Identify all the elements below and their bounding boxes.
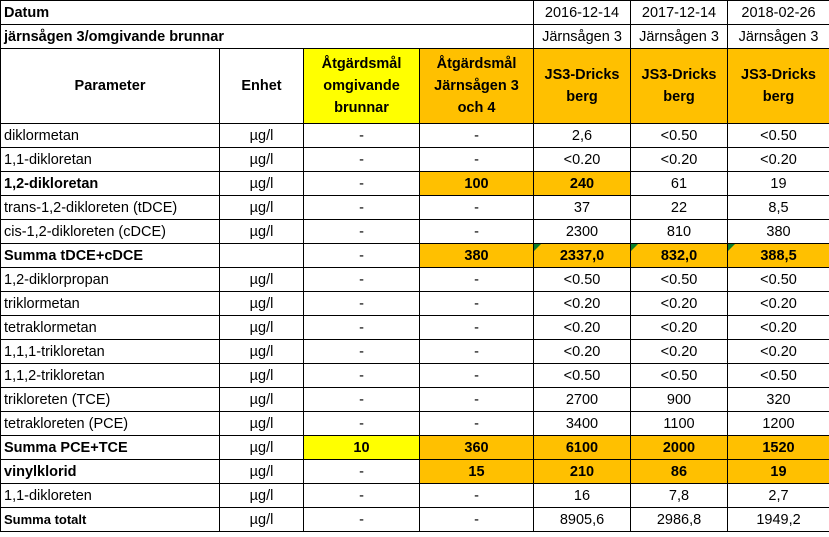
- value-cell-date-1[interactable]: <0.50: [534, 364, 631, 388]
- parameter-cell[interactable]: 1,1,1-trikloretan: [1, 340, 220, 364]
- value-cell-date-3[interactable]: <0.20: [728, 316, 829, 340]
- parameter-cell[interactable]: cis-1,2-dikloreten (cDCE): [1, 220, 220, 244]
- parameter-cell[interactable]: 1,1-dikloreten: [1, 484, 220, 508]
- parameter-cell[interactable]: trans-1,2-dikloreten (tDCE): [1, 196, 220, 220]
- goal-site-cell[interactable]: 100: [420, 172, 534, 196]
- goal-site-cell[interactable]: 360: [420, 436, 534, 460]
- unit-cell[interactable]: [220, 244, 304, 268]
- unit-cell[interactable]: µg/l: [220, 220, 304, 244]
- goal-site-cell[interactable]: -: [420, 292, 534, 316]
- parameter-cell[interactable]: Summa tDCE+cDCE: [1, 244, 220, 268]
- value-cell-date-3[interactable]: 388,5: [728, 244, 829, 268]
- table-row: [1, 316, 829, 340]
- goal-site-cell[interactable]: -: [420, 388, 534, 412]
- goal-surrounding-cell[interactable]: -: [304, 292, 420, 316]
- value-cell-date-3[interactable]: 380: [728, 220, 829, 244]
- site-name-3[interactable]: Järnsågen 3: [728, 25, 829, 49]
- table-row: [1, 268, 829, 292]
- goal-surrounding-cell[interactable]: -: [304, 244, 420, 268]
- value-cell-date-2[interactable]: <0.50: [631, 268, 728, 292]
- date-1[interactable]: 2016-12-14: [534, 1, 631, 25]
- table-row: [1, 220, 829, 244]
- goal-site-cell[interactable]: -: [420, 148, 534, 172]
- sample-header-3[interactable]: [728, 49, 829, 124]
- goal-surrounding-cell[interactable]: -: [304, 316, 420, 340]
- value-cell-date-1[interactable]: 3400: [534, 412, 631, 436]
- unit-cell[interactable]: µg/l: [220, 148, 304, 172]
- unit-cell[interactable]: µg/l: [220, 484, 304, 508]
- unit-header[interactable]: Enhet: [220, 49, 304, 124]
- goal-site-line1: Åtgärdsmål: [436, 56, 517, 72]
- goal-surrounding-cell[interactable]: -: [304, 460, 420, 484]
- site-row: [1, 25, 829, 49]
- table-row: [1, 148, 829, 172]
- value-cell-date-3[interactable]: <0.50: [728, 124, 829, 148]
- goal-site-cell[interactable]: -: [420, 508, 534, 532]
- parameter-cell[interactable]: tetrakloreten (PCE): [1, 412, 220, 436]
- parameter-cell[interactable]: 1,2-dikloretan: [1, 172, 220, 196]
- value-cell-date-3[interactable]: <0.20: [728, 340, 829, 364]
- sample-header-line2: berg: [762, 89, 795, 105]
- table-row: [1, 508, 829, 532]
- value-cell-date-2[interactable]: <0.20: [631, 292, 728, 316]
- parameter-cell[interactable]: trikloreten (TCE): [1, 388, 220, 412]
- unit-cell[interactable]: µg/l: [220, 436, 304, 460]
- value-cell-date-1[interactable]: 16: [534, 484, 631, 508]
- value-cell-date-1[interactable]: 37: [534, 196, 631, 220]
- goal-site-cell[interactable]: -: [420, 412, 534, 436]
- goal-site-cell[interactable]: -: [420, 124, 534, 148]
- value-cell-date-3[interactable]: 1200: [728, 412, 829, 436]
- goal-surrounding-cell[interactable]: -: [304, 196, 420, 220]
- value-cell-date-1[interactable]: <0.20: [534, 340, 631, 364]
- value-cell-date-3[interactable]: 19: [728, 460, 829, 484]
- value-cell-date-3[interactable]: <0.20: [728, 292, 829, 316]
- unit-cell[interactable]: µg/l: [220, 172, 304, 196]
- site-label[interactable]: järnsågen 3/omgivande brunnar: [1, 25, 534, 49]
- value-cell-date-1[interactable]: 210: [534, 460, 631, 484]
- goal-surrounding-cell[interactable]: -: [304, 412, 420, 436]
- value-cell-date-1[interactable]: 2337,0: [534, 244, 631, 268]
- site-name-1[interactable]: Järnsågen 3: [534, 25, 631, 49]
- goal-surrounding-cell[interactable]: -: [304, 340, 420, 364]
- value-cell-date-1[interactable]: <0.50: [534, 268, 631, 292]
- unit-cell[interactable]: µg/l: [220, 316, 304, 340]
- column-header-row: [1, 49, 829, 124]
- unit-cell[interactable]: µg/l: [220, 340, 304, 364]
- value-cell-date-3[interactable]: 19: [728, 172, 829, 196]
- goal-site-cell[interactable]: -: [420, 196, 534, 220]
- table-row: [1, 484, 829, 508]
- goal-surrounding-cell[interactable]: 10: [304, 436, 420, 460]
- table-row: [1, 292, 829, 316]
- goal-site-line2: Järnsågen 3: [434, 78, 519, 94]
- parameter-cell[interactable]: tetraklormetan: [1, 316, 220, 340]
- table-row: [1, 340, 829, 364]
- table-row: [1, 460, 829, 484]
- value-cell-date-3[interactable]: <0.20: [728, 148, 829, 172]
- value-cell-date-2[interactable]: 86: [631, 460, 728, 484]
- value-cell-date-2[interactable]: 2000: [631, 436, 728, 460]
- value-cell-date-2[interactable]: 832,0: [631, 244, 728, 268]
- unit-cell[interactable]: µg/l: [220, 196, 304, 220]
- table-row: [1, 388, 829, 412]
- value-cell-date-3[interactable]: <0.50: [728, 268, 829, 292]
- sample-header-line1: JS3-Dricks: [544, 67, 620, 83]
- parameter-cell[interactable]: diklormetan: [1, 124, 220, 148]
- value-cell-date-3[interactable]: 320: [728, 388, 829, 412]
- table-row: [1, 124, 829, 148]
- value-cell-date-2[interactable]: <0.20: [631, 340, 728, 364]
- datum-row: [1, 1, 829, 25]
- value-cell-date-1[interactable]: <0.20: [534, 316, 631, 340]
- unit-cell[interactable]: µg/l: [220, 292, 304, 316]
- value-cell-date-2[interactable]: <0.50: [631, 124, 728, 148]
- sample-header-line1: JS3-Dricks: [741, 67, 816, 83]
- value-cell-date-2[interactable]: <0.20: [631, 148, 728, 172]
- sample-header-2[interactable]: [631, 49, 728, 124]
- goal-site-cell[interactable]: -: [420, 316, 534, 340]
- parameter-cell[interactable]: vinylklorid: [1, 460, 220, 484]
- goal-site-cell[interactable]: -: [420, 364, 534, 388]
- value-cell-date-1[interactable]: <0.20: [534, 292, 631, 316]
- value-cell-date-2[interactable]: <0.50: [631, 364, 728, 388]
- value-cell-date-2[interactable]: <0.20: [631, 316, 728, 340]
- value-cell-date-1[interactable]: 2,6: [534, 124, 631, 148]
- value-cell-date-1[interactable]: 6100: [534, 436, 631, 460]
- value-cell-date-2[interactable]: 22: [631, 196, 728, 220]
- sample-header-line1: JS3-Dricks: [641, 67, 717, 83]
- goal-surrounding-cell[interactable]: -: [304, 388, 420, 412]
- goal-site-cell[interactable]: -: [420, 340, 534, 364]
- table-row: [1, 412, 829, 436]
- parameter-cell[interactable]: Summa PCE+TCE: [1, 436, 220, 460]
- goal-site-cell[interactable]: -: [420, 220, 534, 244]
- unit-cell[interactable]: µg/l: [220, 412, 304, 436]
- value-cell-date-1[interactable]: 2300: [534, 220, 631, 244]
- goal-surrounding-line3: brunnar: [334, 100, 389, 116]
- value-cell-date-2[interactable]: 61: [631, 172, 728, 196]
- unit-cell[interactable]: µg/l: [220, 388, 304, 412]
- value-cell-date-2[interactable]: 7,8: [631, 484, 728, 508]
- goal-site-cell[interactable]: -: [420, 484, 534, 508]
- unit-cell[interactable]: µg/l: [220, 268, 304, 292]
- table-row: [1, 196, 829, 220]
- date-3[interactable]: 2018-02-26: [728, 1, 829, 25]
- table-row: [1, 244, 829, 268]
- goal-surrounding-line1: Åtgärdsmål: [321, 56, 402, 72]
- parameter-cell[interactable]: triklormetan: [1, 292, 220, 316]
- parameter-cell[interactable]: 1,1-dikloretan: [1, 148, 220, 172]
- goal-surrounding-cell[interactable]: -: [304, 220, 420, 244]
- date-2[interactable]: 2017-12-14: [631, 1, 728, 25]
- goal-surrounding-line2: omgivande: [323, 78, 400, 94]
- value-cell-date-2[interactable]: 900: [631, 388, 728, 412]
- value-cell-date-3[interactable]: 1520: [728, 436, 829, 460]
- value-cell-date-2[interactable]: 1100: [631, 412, 728, 436]
- goal-site-cell[interactable]: -: [420, 268, 534, 292]
- value-cell-date-3[interactable]: 8,5: [728, 196, 829, 220]
- goal-surrounding-cell[interactable]: -: [304, 484, 420, 508]
- sample-header-1[interactable]: [534, 49, 631, 124]
- goal-surrounding-cell[interactable]: -: [304, 124, 420, 148]
- value-cell-date-2[interactable]: 810: [631, 220, 728, 244]
- value-cell-date-1[interactable]: 8905,6: [534, 508, 631, 532]
- unit-cell[interactable]: µg/l: [220, 508, 304, 532]
- value-cell-date-1[interactable]: 240: [534, 172, 631, 196]
- sample-header-line2: berg: [663, 89, 695, 105]
- goal-site-line3: och 4: [457, 100, 496, 116]
- value-cell-date-3[interactable]: 1949,2: [728, 508, 829, 532]
- unit-cell[interactable]: µg/l: [220, 364, 304, 388]
- goal-surrounding-header[interactable]: [304, 49, 420, 124]
- goal-surrounding-cell[interactable]: -: [304, 268, 420, 292]
- datum-label[interactable]: Datum: [1, 1, 534, 25]
- sample-header-line2: berg: [566, 89, 598, 105]
- value-cell-date-3[interactable]: <0.50: [728, 364, 829, 388]
- goal-site-cell[interactable]: 15: [420, 460, 534, 484]
- goal-surrounding-cell[interactable]: -: [304, 364, 420, 388]
- unit-cell[interactable]: µg/l: [220, 124, 304, 148]
- parameter-header[interactable]: Parameter: [1, 49, 220, 124]
- table-row: [1, 364, 829, 388]
- unit-cell[interactable]: µg/l: [220, 460, 304, 484]
- goal-surrounding-cell[interactable]: -: [304, 508, 420, 532]
- value-cell-date-1[interactable]: 2700: [534, 388, 631, 412]
- value-cell-date-3[interactable]: 2,7: [728, 484, 829, 508]
- goal-site-cell[interactable]: 380: [420, 244, 534, 268]
- table-row: [1, 436, 829, 460]
- parameter-cell[interactable]: 1,2-diklorpropan: [1, 268, 220, 292]
- parameter-cell[interactable]: Summa totalt: [1, 508, 220, 532]
- parameter-cell[interactable]: 1,1,2-trikloretan: [1, 364, 220, 388]
- site-name-2[interactable]: Järnsågen 3: [631, 25, 728, 49]
- table-row: [1, 172, 829, 196]
- goal-site-header[interactable]: [420, 49, 534, 124]
- value-cell-date-2[interactable]: 2986,8: [631, 508, 728, 532]
- goal-surrounding-cell[interactable]: -: [304, 148, 420, 172]
- goal-surrounding-cell[interactable]: -: [304, 172, 420, 196]
- value-cell-date-1[interactable]: <0.20: [534, 148, 631, 172]
